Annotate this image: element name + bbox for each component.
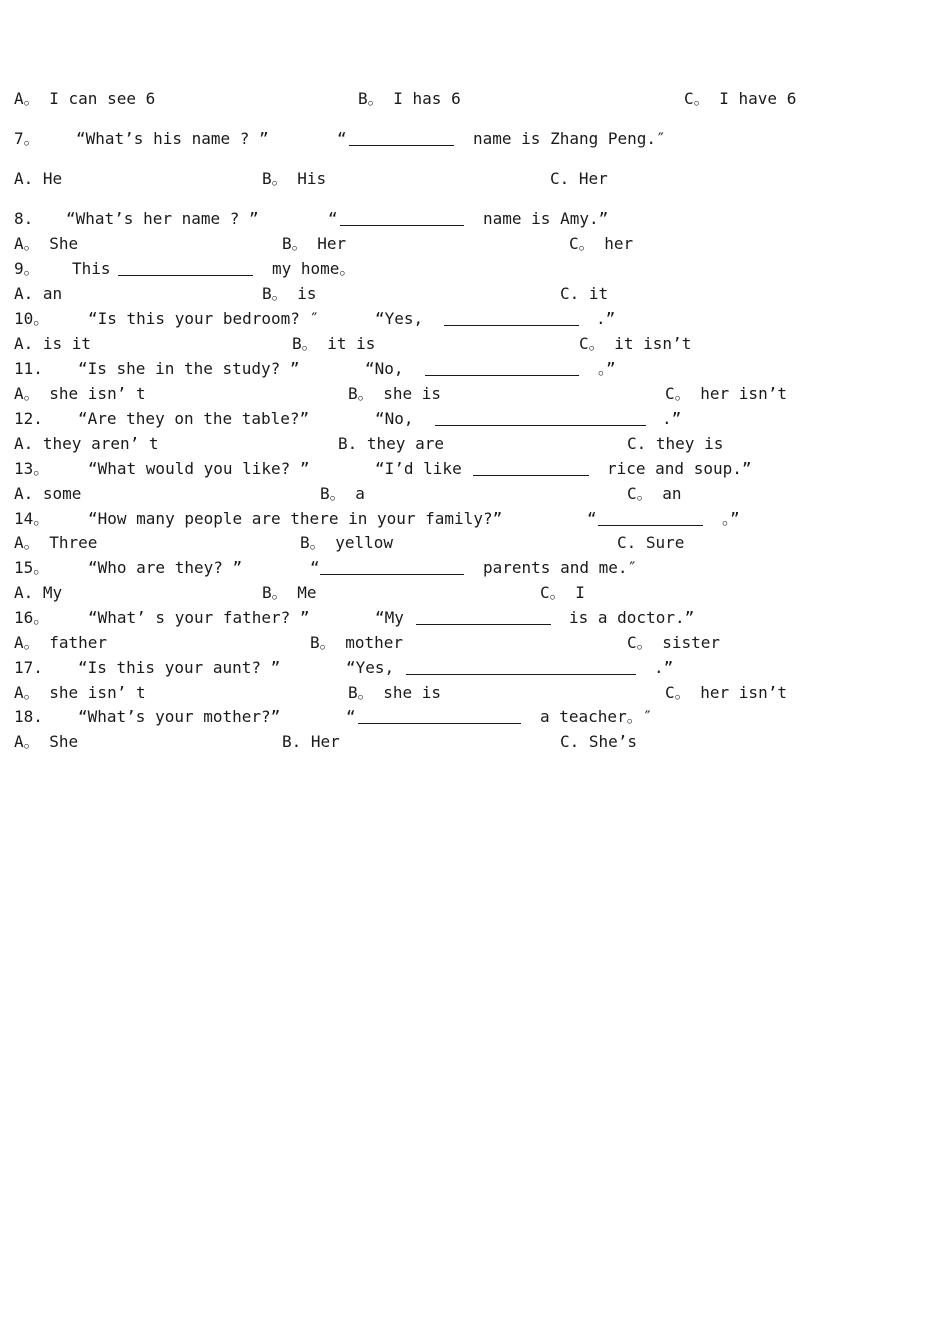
question-number: 11. bbox=[14, 359, 43, 378]
options-row bbox=[0, 483, 682, 505]
options-row bbox=[0, 582, 585, 604]
answer-after: parents and me.″ bbox=[483, 558, 638, 577]
option-b[interactable]: B。 His bbox=[262, 169, 327, 188]
question-16 bbox=[0, 607, 695, 629]
question-number: 12. bbox=[14, 409, 43, 428]
option-b[interactable]: B。 she is bbox=[348, 384, 442, 403]
answer-open: “Yes, bbox=[375, 309, 424, 328]
question-11 bbox=[0, 358, 616, 380]
answer-after: rice and soup.” bbox=[607, 459, 752, 478]
options-row bbox=[0, 682, 787, 704]
answer-open: “ bbox=[346, 707, 356, 726]
question-prompt: “What’s your mother?” bbox=[78, 707, 281, 726]
question-number: 13。 bbox=[14, 459, 50, 478]
question-12 bbox=[0, 408, 682, 430]
question-prompt: “Are they on the table?” bbox=[78, 409, 310, 428]
option-a[interactable]: A。 father bbox=[14, 633, 108, 652]
answer-blank[interactable] bbox=[406, 674, 636, 675]
answer-open: “I’d like bbox=[375, 459, 462, 478]
question-prompt: “Is this your aunt? ” bbox=[78, 658, 281, 677]
question-17 bbox=[0, 657, 674, 679]
question-number: 18. bbox=[14, 707, 43, 726]
question-number: 16。 bbox=[14, 608, 50, 627]
question-prompt: “How many people are there in your family?” bbox=[88, 509, 503, 528]
option-a[interactable]: A. they aren’ t bbox=[14, 434, 159, 453]
option-b[interactable]: B. they are bbox=[338, 434, 444, 453]
option-b[interactable]: B。 it is bbox=[292, 334, 376, 353]
question-number: 9。 bbox=[14, 259, 40, 278]
option-a[interactable]: A. some bbox=[14, 484, 82, 503]
question-number: 10。 bbox=[14, 309, 50, 328]
option-b[interactable]: B。 mother bbox=[310, 633, 404, 652]
option-c[interactable]: C. it bbox=[560, 284, 609, 303]
question-prompt: “Is this your bedroom? ″ bbox=[88, 309, 320, 328]
options-row bbox=[0, 532, 685, 554]
option-a[interactable]: A. an bbox=[14, 284, 63, 303]
question-prompt: “What’ s your father? ” bbox=[88, 608, 310, 627]
option-a[interactable]: A。 She bbox=[14, 234, 79, 253]
option-b[interactable]: B。 is bbox=[262, 284, 317, 303]
options-row bbox=[0, 731, 638, 753]
option-a[interactable]: A. My bbox=[14, 583, 63, 602]
question-number: 15。 bbox=[14, 558, 50, 577]
option-c[interactable]: C. they is bbox=[627, 434, 724, 453]
answer-after: .” bbox=[654, 658, 674, 677]
answer-blank[interactable] bbox=[598, 525, 703, 526]
option-b[interactable]: B。 Me bbox=[262, 583, 317, 602]
answer-after: name is Zhang Peng.″ bbox=[473, 129, 666, 148]
answer-blank[interactable] bbox=[435, 425, 646, 426]
options-row bbox=[0, 383, 787, 405]
answer-blank[interactable] bbox=[416, 624, 551, 625]
option-a[interactable]: A。 she isn’ t bbox=[14, 384, 146, 403]
answer-after: name is Amy.” bbox=[483, 209, 609, 228]
question-7 bbox=[0, 128, 666, 150]
answer-blank[interactable] bbox=[320, 574, 464, 575]
answer-open: “No, bbox=[375, 409, 414, 428]
answer-blank[interactable] bbox=[349, 145, 454, 146]
answer-open: “ bbox=[337, 129, 347, 148]
options-row bbox=[0, 632, 721, 654]
option-c[interactable]: C。 I bbox=[540, 583, 585, 602]
option-a[interactable]: A. He bbox=[14, 169, 63, 188]
option-a[interactable]: A. is it bbox=[14, 334, 92, 353]
option-c[interactable]: C。 her isn’t bbox=[665, 384, 787, 403]
answer-open: “ bbox=[310, 558, 320, 577]
answer-after: 。” bbox=[722, 509, 740, 528]
question-9 bbox=[0, 258, 356, 280]
answer-open: “ bbox=[328, 209, 338, 228]
answer-blank[interactable] bbox=[444, 325, 579, 326]
question-number: 7。 bbox=[14, 129, 40, 148]
answer-open: “No, bbox=[365, 359, 404, 378]
question-number: 8. bbox=[14, 209, 34, 228]
answer-open: “My bbox=[375, 608, 404, 627]
answer-blank[interactable] bbox=[118, 275, 253, 276]
answer-after: 。” bbox=[598, 359, 616, 378]
option-c[interactable]: C. Her bbox=[550, 169, 608, 188]
answer-blank[interactable] bbox=[358, 723, 521, 724]
question-14 bbox=[0, 508, 740, 530]
answer-after: .” bbox=[662, 409, 682, 428]
question-13 bbox=[0, 458, 752, 480]
answer-after: a teacher。″ bbox=[540, 707, 653, 726]
question-prompt: “Is she in the study? ” bbox=[78, 359, 300, 378]
option-c[interactable]: C。 her isn’t bbox=[665, 683, 787, 702]
question-prompt: This bbox=[72, 259, 111, 278]
option-b[interactable]: B。 yellow bbox=[300, 533, 394, 552]
options-row bbox=[0, 283, 609, 305]
question-10 bbox=[0, 308, 616, 330]
answer-open: “Yes, bbox=[346, 658, 395, 677]
answer-after: my home。 bbox=[272, 259, 356, 278]
option-b[interactable]: B。 a bbox=[320, 484, 365, 503]
answer-open: “ bbox=[587, 509, 597, 528]
option-a[interactable]: A。 she isn’ t bbox=[14, 683, 146, 702]
question-number: 17. bbox=[14, 658, 43, 677]
option-c[interactable]: C。 I have 6 bbox=[684, 89, 797, 108]
question-number: 14。 bbox=[14, 509, 50, 528]
question-prompt: “What’s her name ? ” bbox=[66, 209, 259, 228]
options-row bbox=[0, 333, 692, 355]
option-c[interactable]: C。 her bbox=[569, 234, 634, 253]
option-b[interactable]: B。 Her bbox=[282, 234, 347, 253]
option-c[interactable]: C。 sister bbox=[627, 633, 721, 652]
option-c[interactable]: C。 an bbox=[627, 484, 682, 503]
answer-blank[interactable] bbox=[425, 375, 579, 376]
option-a[interactable]: A。 She bbox=[14, 732, 79, 751]
question-prompt: “What would you like? ” bbox=[88, 459, 310, 478]
answer-after: is a doctor.” bbox=[569, 608, 695, 627]
option-b[interactable]: B。 she is bbox=[348, 683, 442, 702]
option-c[interactable]: C. She’s bbox=[560, 732, 638, 751]
options-row bbox=[0, 88, 797, 110]
option-b[interactable]: B. Her bbox=[282, 732, 340, 751]
question-prompt: “What’s his name ? ” bbox=[76, 129, 269, 148]
question-8 bbox=[0, 208, 609, 230]
option-a[interactable]: A。 Three bbox=[14, 533, 98, 552]
option-c[interactable]: C. Sure bbox=[617, 533, 685, 552]
options-row bbox=[0, 433, 724, 455]
answer-blank[interactable] bbox=[473, 475, 589, 476]
option-c[interactable]: C。 it isn’t bbox=[579, 334, 692, 353]
option-b[interactable]: B。 I has 6 bbox=[358, 89, 461, 108]
answer-blank[interactable] bbox=[340, 225, 464, 226]
question-18 bbox=[0, 706, 653, 728]
options-row bbox=[0, 233, 634, 255]
answer-after: .” bbox=[596, 309, 616, 328]
question-15 bbox=[0, 557, 638, 579]
options-row bbox=[0, 168, 608, 190]
option-a[interactable]: A。 I can see 6 bbox=[14, 89, 156, 108]
question-prompt: “Who are they? ” bbox=[88, 558, 243, 577]
